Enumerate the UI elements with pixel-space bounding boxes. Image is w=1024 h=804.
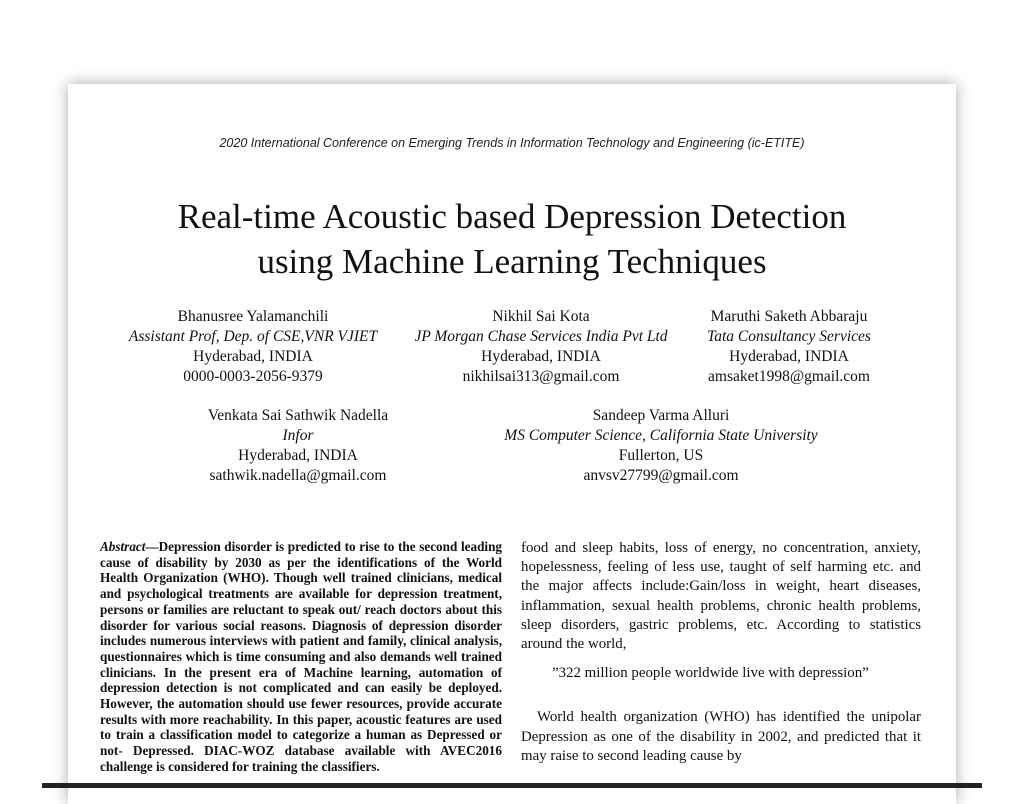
quote-block: ”322 million people worldwide live with depression” bbox=[552, 665, 869, 682]
author-contact: nikhilsai313@gmail.com bbox=[462, 368, 620, 385]
author-block-1 bbox=[98, 307, 408, 387]
author-contact: amsaket1998@gmail.com bbox=[708, 368, 870, 385]
body-paragraph: World health organization (WHO) has identified the unipolar Depression as one of the disability in 2002, and predicted that it may raise to second leading cause by bbox=[521, 709, 921, 764]
author-contact: sathwik.nadella@gmail.com bbox=[209, 467, 387, 484]
author-block-4 bbox=[168, 406, 428, 486]
abstract bbox=[100, 539, 502, 775]
paper-title bbox=[68, 194, 956, 284]
author-contact: 0000-0003-2056-9379 bbox=[183, 368, 323, 385]
body-column-right bbox=[521, 539, 921, 766]
author-location: Hyderabad, INDIA bbox=[193, 348, 313, 365]
abstract-text: —Depression disorder is predicted to rise to the second leading cause of disability by 2030 as per the identifications of the World Health Organization (WHO). Though well trained clinicians, medical and psychological treatments are available for depression treatment, persons or families are reluctant to speak out/ reach doctors about this disorder for various social reasons. Diagnosis of depression disorder includes numerous interviews with patient and family, clinical analysis, questionnaires which is time consuming and also demands well trained clinicians. In the present era of Machine learning, automation of depression detection is not complicated and can easily be deployed. However, the automation should use fewer resources, provide accurate results with more reachability. In this paper, acoustic features are used to train a classification model to categorize a human as Depressed or not- Depressed. DIAC-WOZ database available with AVEC2016 challenge is considered for training the classifiers. bbox=[100, 539, 502, 774]
bottom-edge-bar bbox=[42, 783, 982, 788]
author-name: Sandeep Varma Alluri bbox=[592, 407, 730, 424]
author-name: Maruthi Saketh Abbaraju bbox=[710, 308, 868, 325]
author-affiliation: JP Morgan Chase Services India Pvt Ltd bbox=[414, 328, 668, 345]
body-paragraph: food and sleep habits, loss of energy, no concentration, anxiety, hopelessness, feeling of less use, taught of self harming etc. and the major affects include:Gain/loss in weight, heart diseases, inflammation, sexual health problems, chronic health problems, sleep disorders, gastric problems, etc. According to statistics around the world, bbox=[521, 540, 921, 653]
author-location: Fullerton, US bbox=[618, 447, 704, 464]
author-location: Hyderabad, INDIA bbox=[729, 348, 849, 365]
author-name: Bhanusree Yalamanchili bbox=[177, 308, 329, 325]
author-block-5 bbox=[461, 406, 861, 486]
author-block-3 bbox=[682, 307, 896, 387]
title-line-1: Real-time Acoustic based Depression Detection bbox=[177, 197, 847, 236]
author-location: Hyderabad, INDIA bbox=[238, 447, 358, 464]
title-line-2: using Machine Learning Techniques bbox=[257, 242, 767, 281]
author-contact: anvsv27799@gmail.com bbox=[583, 467, 739, 484]
author-affiliation: Assistant Prof, Dep. of CSE,VNR VJIET bbox=[128, 328, 378, 345]
author-affiliation: MS Computer Science, California State University bbox=[504, 427, 818, 444]
author-affiliation: Tata Consultancy Services bbox=[707, 328, 871, 345]
abstract-label: Abstract bbox=[100, 539, 146, 554]
author-affiliation: Infor bbox=[282, 427, 314, 444]
author-block-2 bbox=[391, 307, 691, 387]
paper-page bbox=[68, 84, 956, 804]
author-location: Hyderabad, INDIA bbox=[481, 348, 601, 365]
author-name: Venkata Sai Sathwik Nadella bbox=[207, 407, 389, 424]
conference-header: 2020 International Conference on Emerging Trends in Information Technology and Engineering (ic-ETITE) bbox=[219, 136, 805, 150]
author-name: Nikhil Sai Kota bbox=[492, 308, 590, 325]
